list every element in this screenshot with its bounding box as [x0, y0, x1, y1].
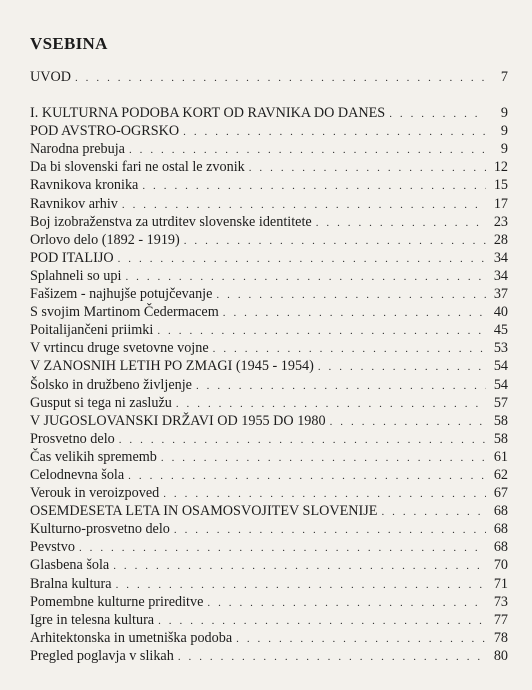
toc-entry-page: 54	[493, 358, 508, 375]
toc-entry-title: POD ITALIJO	[30, 249, 114, 266]
toc-dot-leader	[125, 268, 486, 286]
toc-dot-leader	[113, 557, 486, 575]
toc-dot-leader	[330, 413, 486, 431]
toc-entry	[30, 430, 508, 448]
toc-entry-page: 68	[493, 539, 508, 556]
toc-entry-title: Šolsko in družbeno življenje	[30, 376, 192, 393]
page-title: VSEBINA	[30, 34, 108, 53]
toc-entry-title: Celodnevna šola	[30, 466, 125, 483]
toc-entry	[30, 448, 508, 466]
toc-entry-title: Kulturno-prosvetno delo	[30, 521, 170, 538]
toc-entry-page: 40	[493, 304, 508, 321]
toc-entry-page: 61	[493, 448, 508, 465]
toc-dot-leader	[158, 612, 486, 630]
table-of-contents	[30, 68, 508, 665]
toc-entry-page: 58	[493, 412, 508, 429]
toc-dot-leader	[129, 141, 486, 159]
toc-entry-title: Ravnikov arhiv	[30, 195, 118, 212]
toc-dot-leader	[389, 105, 486, 123]
toc-dot-leader	[75, 69, 486, 87]
toc-entry-page: 54	[493, 376, 508, 393]
toc-entry-title: Gusput si tega ni zaslužu	[30, 394, 172, 411]
toc-dot-leader	[176, 395, 486, 413]
toc-dot-leader	[119, 431, 486, 449]
toc-entry-page: 71	[493, 575, 508, 592]
toc-entry-page: 23	[493, 213, 508, 230]
toc-entry-title: Poitalijančeni priimki	[30, 322, 154, 339]
toc-entry-title: V ZANOSNIH LETIH PO ZMAGI (1945 - 1954)	[30, 358, 314, 375]
toc-entry-page: 80	[493, 647, 508, 664]
toc-dot-leader	[183, 123, 486, 141]
toc-entry-title: Boj izobraženstva za utrditev slovenske identitete	[30, 213, 312, 230]
toc-entry	[30, 502, 508, 520]
toc-entry-title: S svojim Martinom Čedermacem	[30, 304, 219, 321]
toc-entry	[30, 122, 508, 140]
toc-entry-page: 58	[493, 430, 508, 447]
toc-entry-page: 57	[493, 394, 508, 411]
toc-dot-leader	[318, 358, 486, 376]
toc-entry	[30, 394, 508, 412]
toc-entry	[30, 611, 508, 629]
toc-entry-title: I. KULTURNA PODOBA KORT OD RAVNIKA DO DANES	[30, 105, 386, 122]
toc-entry-title: Fašizem - najhujše potujčevanje	[30, 286, 213, 303]
toc-entry-page: 15	[493, 177, 508, 194]
toc-entry	[30, 104, 508, 122]
toc-entry	[30, 575, 508, 593]
toc-entry-title: Igre in telesna kultura	[30, 611, 155, 628]
toc-entry	[30, 249, 508, 267]
toc-dot-leader	[316, 214, 486, 232]
toc-dot-leader	[157, 322, 486, 340]
toc-entry-page: 70	[493, 557, 508, 574]
toc-entry-page: 67	[493, 485, 508, 502]
toc-entry-page: 53	[493, 340, 508, 357]
toc-entry-page: 68	[493, 521, 508, 538]
toc-entry-page: 34	[493, 249, 508, 266]
toc-entry	[30, 357, 508, 375]
toc-entry-title: Pomembne kulturne prireditve	[30, 593, 204, 610]
toc-dot-leader	[213, 340, 486, 358]
toc-dot-leader	[196, 377, 486, 395]
toc-dot-leader	[142, 177, 486, 195]
toc-entry	[30, 520, 508, 538]
toc-entry	[30, 484, 508, 502]
toc-entry-title: Pregled poglavja v slikah	[30, 647, 174, 664]
toc-dot-leader	[174, 521, 486, 539]
toc-dot-leader	[223, 304, 486, 322]
toc-entry-title: Narodna prebuja	[30, 141, 125, 158]
toc-entry-page: 9	[500, 141, 508, 158]
toc-entry-title: Prosvetno delo	[30, 430, 115, 447]
toc-entry	[30, 195, 508, 213]
toc-entry	[30, 285, 508, 303]
toc-entry-title: V JUGOSLOVANSKI DRŽAVI OD 1955 DO 1980	[30, 412, 326, 429]
toc-entry	[30, 629, 508, 647]
toc-dot-leader	[249, 159, 486, 177]
toc-entry-title: Bralna kultura	[30, 575, 112, 592]
toc-entry-page: 77	[493, 611, 508, 628]
toc-entry	[30, 647, 508, 665]
toc-entry	[30, 466, 508, 484]
toc-entry-page: 7	[500, 69, 508, 85]
toc-entry-title: UVOD	[30, 69, 71, 85]
toc-dot-leader	[178, 648, 486, 666]
toc-entry	[30, 538, 508, 556]
toc-entry-title: Da bi slovenski fari ne ostal le zvonik	[30, 159, 245, 176]
toc-entry-page: 17	[493, 195, 508, 212]
toc-entry	[30, 176, 508, 194]
toc-entry-page: 9	[500, 105, 508, 122]
toc-entry-page: 34	[493, 267, 508, 284]
toc-entry-page: 73	[493, 593, 508, 610]
toc-dot-leader	[79, 539, 486, 557]
toc-dot-leader	[118, 250, 486, 268]
toc-entry-title: Orlovo delo (1892 - 1919)	[30, 231, 180, 248]
toc-dot-leader	[236, 630, 486, 648]
toc-entry-title: V vrtincu druge svetovne vojne	[30, 340, 209, 357]
toc-entry-title: OSEMDESETA LETA IN OSAMOSVOJITEV SLOVENIJE	[30, 503, 378, 520]
toc-entry-title: POD AVSTRO-OGRSKO	[30, 123, 180, 140]
toc-entry-page: 45	[493, 322, 508, 339]
toc-entry	[30, 231, 508, 249]
toc-dot-leader	[163, 485, 486, 503]
toc-entry	[30, 267, 508, 285]
toc-entry	[30, 158, 508, 176]
toc-dot-leader	[381, 503, 486, 521]
toc-dot-leader	[128, 467, 486, 485]
toc-entry-title: Verouk in veroizpoved	[30, 485, 160, 502]
toc-entry-page: 28	[493, 231, 508, 248]
toc-dot-leader	[184, 232, 486, 250]
toc-entry	[30, 376, 508, 394]
toc-entry	[30, 68, 508, 86]
toc-dot-leader	[207, 594, 486, 612]
toc-entry	[30, 321, 508, 339]
toc-entry-title: Glasbena šola	[30, 557, 110, 574]
toc-entry-title: Arhitektonska in umetniška podoba	[30, 629, 233, 646]
toc-dot-leader	[216, 286, 486, 304]
toc-entry-page: 62	[493, 466, 508, 483]
toc-entry	[30, 213, 508, 231]
toc-entry-page: 9	[500, 123, 508, 140]
toc-entry-title: Pevstvo	[30, 539, 75, 556]
toc-entry-page: 68	[493, 503, 508, 520]
toc-dot-leader	[116, 576, 486, 594]
toc-entry	[30, 339, 508, 357]
toc-entry	[30, 140, 508, 158]
toc-entry-title: Splahneli so upi	[30, 267, 122, 284]
toc-entry-page: 37	[493, 286, 508, 303]
toc-entry-title: Čas velikih sprememb	[30, 448, 157, 465]
toc-entry	[30, 412, 508, 430]
toc-entry	[30, 303, 508, 321]
toc-entry	[30, 556, 508, 574]
toc-dot-leader	[122, 196, 486, 214]
toc-entry-title: Ravnikova kronika	[30, 177, 139, 194]
toc-dot-leader	[161, 449, 486, 467]
toc-entry-page: 78	[493, 629, 508, 646]
toc-entry	[30, 593, 508, 611]
toc-entry-page: 12	[493, 159, 508, 176]
